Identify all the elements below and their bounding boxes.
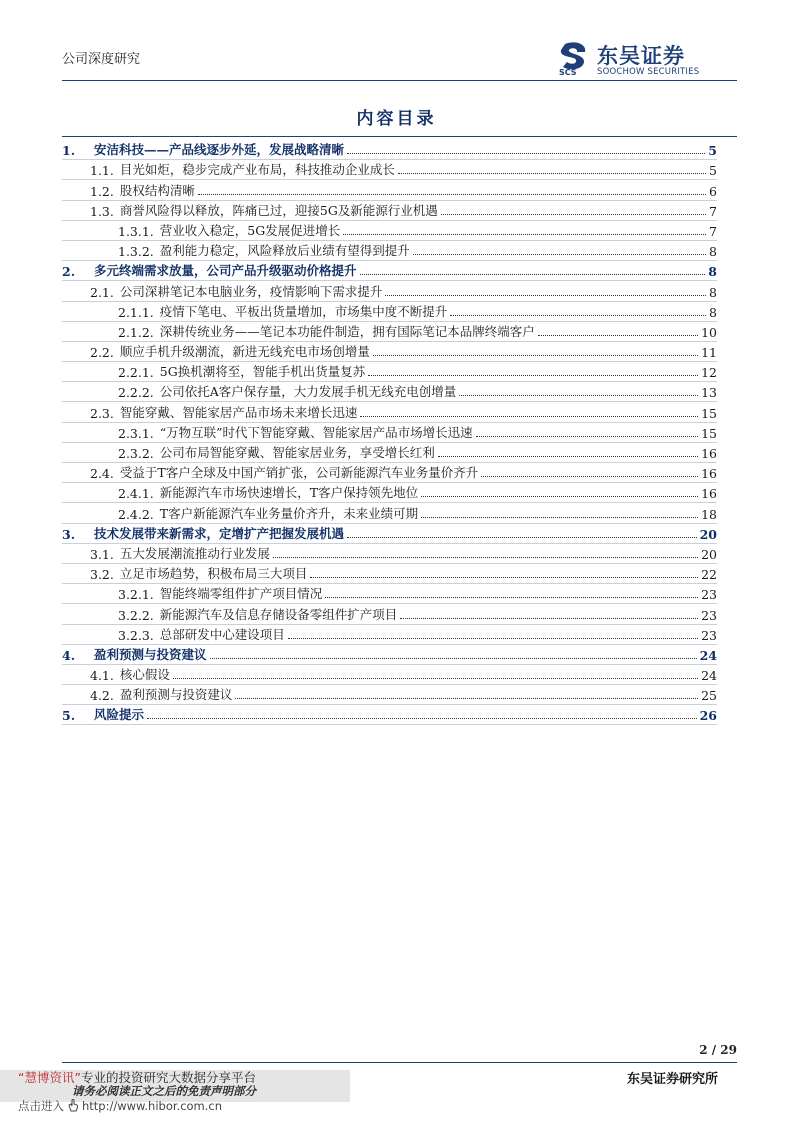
header-divider [62,80,737,81]
toc-entry-level-3[interactable] [62,362,717,382]
toc-entry-title: T客户新能源汽车业务量价齐升，未来业绩可期 [159,505,419,521]
toc-dot-leader [235,698,698,699]
toc-entry-level-1[interactable] [62,645,717,665]
toc-entry-number: 1.3.1. [118,223,154,239]
toc-entry-number: 2. [62,264,76,280]
toc-entry-title: 营业收入稳定，5G发展促进增长 [159,222,341,238]
toc-dot-leader [347,537,697,538]
toc-entry-page: 11 [701,345,717,361]
toc-entry-title: 盈利预测与投资建议 [94,646,207,662]
toc-entry-number: 4.2. [90,688,114,704]
footer-divider [62,1062,737,1063]
toc-dot-leader [441,214,706,215]
soochow-logo-icon [557,40,591,76]
toc-entry-title: 5G换机潮将至，智能手机出货量复苏 [159,364,366,380]
toc-entry-level-1[interactable] [62,261,717,281]
table-of-contents [62,140,717,725]
toc-entry-title: 技术发展带来新需求，定增扩产把握发展机遇 [94,525,345,541]
toc-entry-page: 5 [709,163,717,179]
toc-dot-leader [288,638,698,639]
toc-entry-level-2[interactable] [62,463,717,483]
toc-entry-level-3[interactable] [62,604,717,624]
toc-entry-number: 2.4.1. [118,486,154,502]
toc-entry-page: 20 [699,526,717,542]
toc-entry-level-2[interactable] [62,544,717,564]
toc-entry-number: 4.1. [90,668,114,684]
toc-dot-leader [310,577,698,578]
toc-entry-number: 3.1. [90,546,114,562]
toc-entry-level-3[interactable] [62,241,717,261]
toc-entry-number: 2.1.1. [118,304,154,320]
toc-entry-title: 目光如炬，稳步完成产业布局，科技推动企业成长 [119,162,395,178]
toc-dot-leader [413,254,706,255]
toc-entry-level-2[interactable] [62,180,717,200]
toc-entry-page: 24 [699,647,717,663]
toc-entry-page: 26 [699,708,717,724]
toc-dot-leader [421,496,698,497]
toc-entry-level-1[interactable] [62,705,717,725]
toc-title-divider [62,136,737,137]
toc-dot-leader [538,335,698,336]
toc-dot-leader [450,315,706,316]
toc-dot-leader [198,194,706,195]
toc-entry-page: 22 [701,567,717,583]
toc-entry-title: 盈利预测与投资建议 [119,687,233,703]
toc-entry-page: 16 [701,486,717,502]
toc-title: 内容目录 [356,109,437,129]
watermark-url-link[interactable]: http://www.hibor.com.cn [82,1099,223,1113]
toc-entry-title: “万物互联”时代下智能穿戴、智能家居产品市场增长迅速 [159,424,473,440]
toc-entry-number: 1.3.2. [118,244,154,260]
toc-entry-title: 公司布局智能穿戴、智能家居业务，享受增长红利 [159,445,435,460]
toc-entry-number: 2.1.2. [118,324,154,340]
disclaimer-notice: 请务必阅读正文之后的免责声明部分 [72,1084,256,1098]
toc-entry-number: 2.3.2. [118,446,154,461]
toc-dot-leader [476,436,699,437]
toc-entry-page: 8 [709,284,717,300]
toc-dot-leader [421,517,698,518]
toc-entry-title: 新能源汽车市场快速增长，T客户保持领先地位 [159,485,419,501]
toc-entry-number: 3.2.2. [118,607,154,623]
watermark-link-prefix: 点击进入 [18,1099,64,1113]
toc-entry-number: 3.2. [90,567,114,583]
toc-entry-page: 23 [701,587,717,603]
toc-entry-number: 5. [62,708,76,724]
toc-dot-leader [368,375,698,376]
logo-english-name: SOOCHOW SECURITIES [597,67,700,77]
toc-entry-title: 疫情下笔电、平板出货量增加，市场集中度不断提升 [159,303,448,319]
toc-entry-number: 2.3.1. [118,425,154,441]
footer-org-name: 东吴证券研究所 [626,1072,718,1087]
toc-entry-page: 5 [708,143,717,159]
toc-dot-leader [459,395,698,396]
toc-entry-number: 2.1. [90,284,114,300]
toc-entry-level-2[interactable] [62,564,717,584]
toc-entry-title: 商誉风险得以释放，阵痛已过，迎接5G及新能源行业机遇 [119,202,438,218]
toc-entry-page: 16 [701,466,717,482]
toc-entry-page: 24 [701,668,717,684]
report-type-label: 公司深度研究 [62,52,141,67]
toc-entry-number: 3.2.1. [118,587,154,603]
toc-entry-level-3[interactable] [62,322,717,342]
toc-entry-page: 23 [701,627,717,643]
toc-entry-title: 公司依托A客户保存量，大力发展手机无线充电创增量 [159,384,457,400]
toc-entry-number: 2.2. [90,345,114,361]
toc-entry-number: 1.3. [90,203,114,219]
toc-entry-title: 五大发展潮流推动行业发展 [119,545,270,561]
toc-entry-title: 核心假设 [119,667,170,683]
toc-entry-level-3[interactable] [62,302,717,322]
toc-dot-leader [273,557,698,558]
toc-entry-title: 股权结构清晰 [119,182,195,198]
toc-entry-number: 2.2.2. [118,385,154,401]
toc-entry-page: 6 [709,183,717,199]
toc-dot-leader [173,678,698,679]
toc-entry-page: 8 [708,264,717,280]
toc-dot-leader [347,153,705,154]
toc-entry-title: 深耕传统业务——笔记本功能件制造，拥有国际笔记本品牌终端客户 [159,323,535,339]
toc-entry-level-2[interactable] [62,160,717,180]
toc-entry-page: 15 [701,425,717,441]
toc-entry-page: 16 [701,446,717,461]
logo-chinese-name: 东吴证券 [597,44,685,68]
toc-entry-level-2[interactable] [62,402,717,422]
toc-entry-title: 公司深耕笔记本电脑业务，疫情影响下需求提升 [119,283,383,299]
toc-entry-number: 1. [62,143,76,159]
toc-entry-level-3[interactable] [62,625,717,645]
toc-entry-level-2[interactable] [62,201,717,221]
toc-dot-leader [147,718,697,719]
toc-dot-leader [385,295,706,296]
logo-mark-text: SCS [559,68,577,76]
toc-entry-level-2[interactable] [62,665,717,685]
pointer-hand-icon [66,1098,80,1112]
toc-entry-number: 2.4.2. [118,506,154,522]
toc-entry-page: 23 [701,607,717,623]
toc-entry-number: 3. [62,526,76,542]
toc-entry-page: 15 [701,405,717,421]
toc-entry-page: 12 [701,365,717,381]
toc-entry-level-3[interactable] [62,584,717,604]
toc-entry-level-2[interactable] [62,342,717,362]
toc-entry-title: 智能穿戴、智能家居产品市场未来增长迅速 [119,404,358,420]
toc-entry-number: 1.1. [90,163,114,179]
toc-entry-level-2[interactable] [62,685,717,705]
toc-entry-level-3[interactable] [62,382,717,402]
toc-entry-level-3[interactable] [62,483,717,503]
toc-entry-level-1[interactable] [62,524,717,544]
toc-dot-leader [481,476,698,477]
toc-dot-leader [398,173,706,174]
toc-entry-title: 多元终端需求放量，公司产品升级驱动价格提升 [94,263,357,279]
toc-entry-level-3[interactable] [62,221,717,241]
page-indicator: 2 / 29 [699,1043,737,1057]
toc-entry-number: 1.2. [90,183,114,199]
toc-entry-page: 25 [701,688,717,704]
toc-entry-level-3[interactable] [62,503,717,523]
toc-entry-number: 2.2.1. [118,365,154,381]
watermark-tagline: 专业的投资研究大数据分享平台 [80,1070,256,1085]
toc-dot-leader [360,274,706,275]
toc-entry-page: 18 [701,506,717,522]
toc-entry-number: 2.4. [90,466,114,482]
company-logo [557,40,737,80]
toc-entry-title: 智能终端零组件扩产项目情况 [159,586,323,602]
toc-entry-title: 新能源汽车及信息存储设备零组件扩产项目 [159,606,398,622]
toc-entry-page: 8 [709,304,717,320]
toc-entry-page: 13 [701,385,717,401]
toc-entry-page: 20 [701,546,717,562]
toc-entry-level-3[interactable] [62,423,717,443]
toc-entry-title: 受益于T客户全球及中国产销扩张，公司新能源汽车业务量价齐升 [119,465,479,481]
toc-entry-level-3[interactable] [62,443,717,463]
watermark-brand: “慧博资讯” [18,1070,81,1085]
toc-entry-number: 4. [62,647,76,663]
toc-entry-number: 3.2.3. [118,627,154,643]
toc-entry-page: 7 [709,223,717,239]
toc-dot-leader [360,416,698,417]
toc-dot-leader [400,618,698,619]
toc-entry-level-1[interactable] [62,140,717,160]
watermark-link-line[interactable] [18,1098,222,1114]
toc-dot-leader [343,234,706,235]
toc-entry-number: 2.3. [90,405,114,421]
toc-entry-title: 立足市场趋势，积极布局三大项目 [119,566,308,582]
toc-dot-leader [438,456,698,457]
toc-entry-page: 8 [709,244,717,260]
toc-entry-level-2[interactable] [62,281,717,301]
toc-entry-page: 7 [709,203,717,219]
toc-entry-page: 10 [701,324,717,340]
toc-entry-title: 顺应手机升级潮流，新进无线充电市场创增量 [119,344,370,360]
toc-entry-title: 风险提示 [94,707,145,723]
toc-dot-leader [373,355,698,356]
toc-entry-title: 盈利能力稳定，风险释放后业绩有望得到提升 [159,243,410,259]
toc-entry-title: 安洁科技——产品线逐步外延，发展战略清晰 [94,142,345,158]
toc-entry-title: 总部研发中心建设项目 [159,626,285,642]
toc-dot-leader [325,597,698,598]
toc-dot-leader [210,658,697,659]
